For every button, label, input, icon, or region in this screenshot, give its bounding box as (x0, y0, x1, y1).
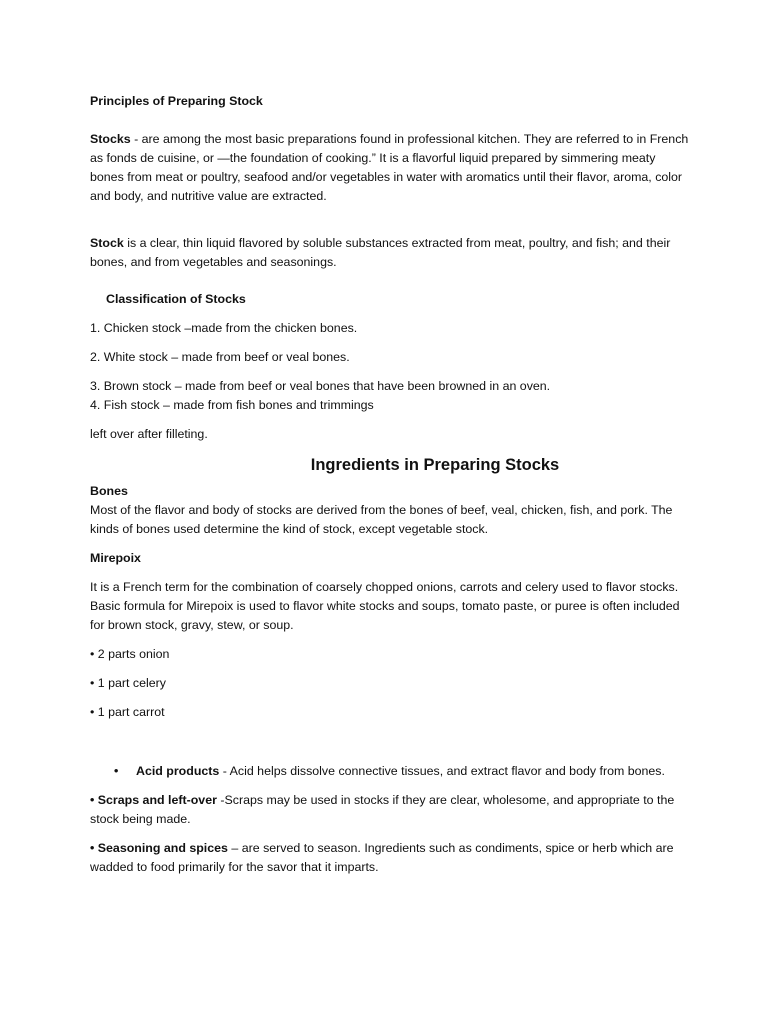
seasoning-item (90, 839, 690, 877)
stocks-paragraph (90, 130, 690, 206)
mirepoix-item-onion: • 2 parts onion (90, 647, 170, 661)
classification-item-1: 1. Chicken stock –made from the chicken bones. (90, 321, 358, 335)
mirepoix-item-carrot: • 1 part carrot (90, 705, 165, 719)
scraps-text: -Scraps may be used in stocks if they are clear, wholesome, and appropriate to the stock being made. (90, 793, 675, 826)
scraps-item (90, 791, 690, 829)
mirepoix-heading: Mirepoix (90, 551, 141, 565)
seasoning-text: – are served to season. Ingredients such as condiments, spice or herb which are wadded to food primarily for the savor that it imparts. (90, 841, 674, 874)
bones-heading: Bones (90, 484, 128, 498)
mirepoix-item-celery: • 1 part celery (90, 676, 166, 690)
acid-products-item (90, 762, 690, 781)
classification-item-3: 3. Brown stock – made from beef or veal bones that have been browned in an oven. (90, 379, 551, 393)
classification-tail: left over after filleting. (90, 427, 208, 441)
bones-text: Most of the flavor and body of stocks are derived from the bones of beef, veal, chicken, fish, and pork. The kinds of bones used determine the kind of stock, except vegetable stock. (90, 503, 673, 536)
classification-heading: Classification of Stocks (106, 292, 246, 306)
stocks-term: Stocks (90, 132, 131, 146)
stock-definition: is a clear, thin liquid flavored by soluble substances extracted from meat, poultry, and fish; and their bones, and from vegetables and seasonings. (90, 236, 671, 269)
page-title: Principles of Preparing Stock (90, 94, 263, 108)
acid-products-content (136, 762, 665, 781)
ingredients-heading: Ingredients in Preparing Stocks (310, 456, 560, 474)
acid-products-text: - Acid helps dissolve connective tissues, and extract flavor and body from bones. (219, 764, 665, 778)
scraps-term: • Scraps and left-over (90, 793, 217, 807)
stock-term: Stock (90, 236, 124, 250)
document-page (90, 92, 690, 877)
mirepoix-text: It is a French term for the combination of coarsely chopped onions, carrots and celery used to flavor stocks. Basic formula for Mirepoix is used to flavor white stocks and soups, tomato paste, or puree is often included for brown stock, gravy, stew, or soup. (90, 580, 680, 632)
bullet-dot: • (114, 764, 119, 778)
seasoning-term: • Seasoning and spices (90, 841, 228, 855)
classification-item-2: 2. White stock – made from beef or veal bones. (90, 350, 350, 364)
acid-products-term: Acid products (136, 764, 220, 778)
classification-item-4: 4. Fish stock – made from fish bones and trimmings (90, 398, 374, 412)
stock-paragraph (90, 234, 690, 272)
stocks-definition: - are among the most basic preparations found in professional kitchen. They are referred to in French as fonds de cuisine, or —the foundation of cooking.” It is a flavorful liquid prepared by simmering meaty bones from meat or poultry, seafood and/or vegetables in water with aromatics until their flavor, aroma, color and body, and nutritive value are extracted. (90, 132, 689, 203)
